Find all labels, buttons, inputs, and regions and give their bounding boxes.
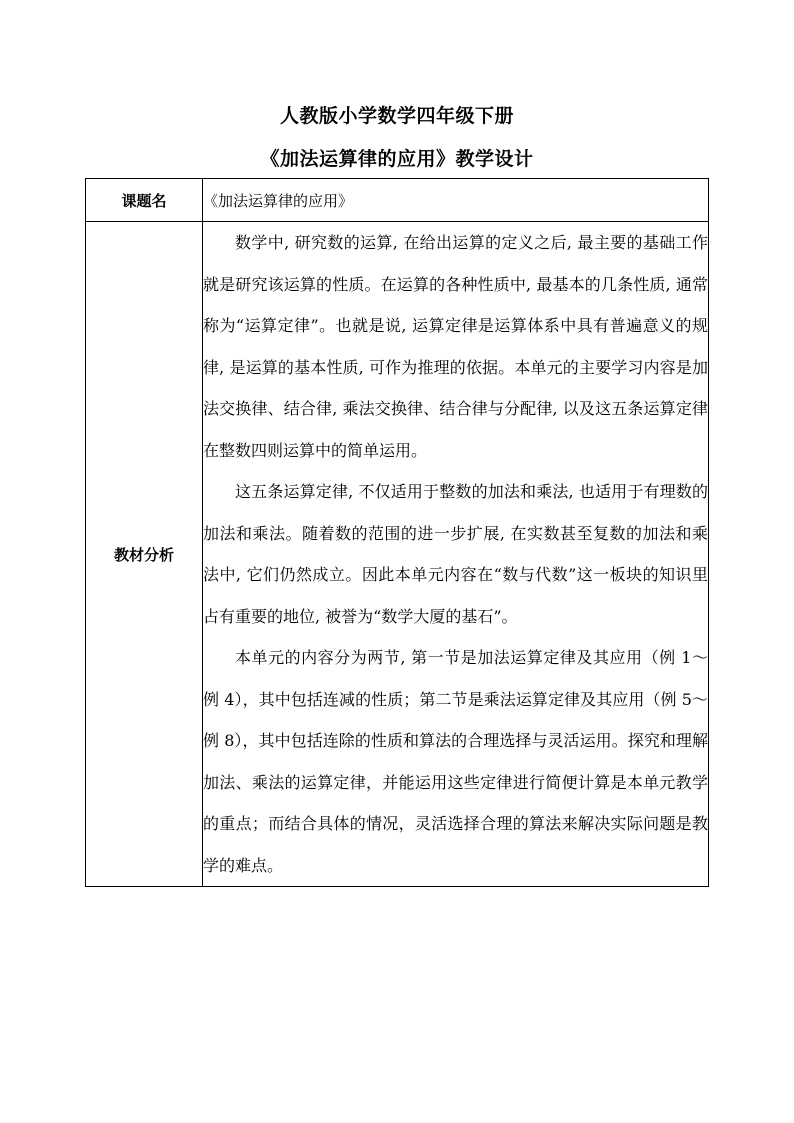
document-subtitle: 《加法运算律的应用》教学设计: [260, 148, 534, 170]
analysis-paragraph-2: 这五条运算定律, 不仅适用于整数的加法和乘法, 也适用于有理数的加法和乘法。随着数的范围的进一步扩展, 在实数甚至复数的加法和乘法中, 它们仍然成立。因此本单元内容在“数与代数”这一板块的知识里占有重要的地位, 被誉为“数学大厦的基石”。: [203, 482, 708, 626]
material-analysis-label: 教材分析: [86, 222, 203, 887]
lesson-title-value: 《加法运算律的应用》: [203, 179, 709, 222]
material-analysis-content: [203, 222, 709, 887]
analysis-paragraph-3: 本单元的内容分为两节, 第一节是加法运算定律及其应用（例 1～例 4），其中包括连减的性质；第二节是乘法运算定律及其应用（例 5～例 8），其中包括连除的性质和算法的合理选择与灵活运用。探究和理解加法、乘法的运算定律，并能运用这些定律进行简便计算是本单元教学的重点；而结合具体的情况，灵活选择合理的算法来解决实际问题是教学的难点。: [203, 648, 708, 875]
lesson-title-label: 课题名: [86, 179, 203, 222]
table-row-material-analysis: [86, 222, 709, 887]
analysis-paragraph-1: 数学中, 研究数的运算, 在给出运算的定义之后, 最主要的基础工作就是研究该运算的性质。在运算的各种性质中, 最基本的几条性质, 通常称为“运算定律”。也就是说, 运算定律是运算体系中具有普遍意义的规律, 是运算的基本性质, 可作为推理的依据。本单元的主要学习内容是加法交换律、结合律, 乘法交换律、结合律与分配律, 以及这五条运算定律在整数四则运算中的简单运用。: [203, 233, 708, 460]
document-title: 人教版小学数学四年级下册: [279, 105, 514, 127]
lesson-design-table: [85, 178, 709, 887]
table-row-lesson-title: [86, 179, 709, 222]
